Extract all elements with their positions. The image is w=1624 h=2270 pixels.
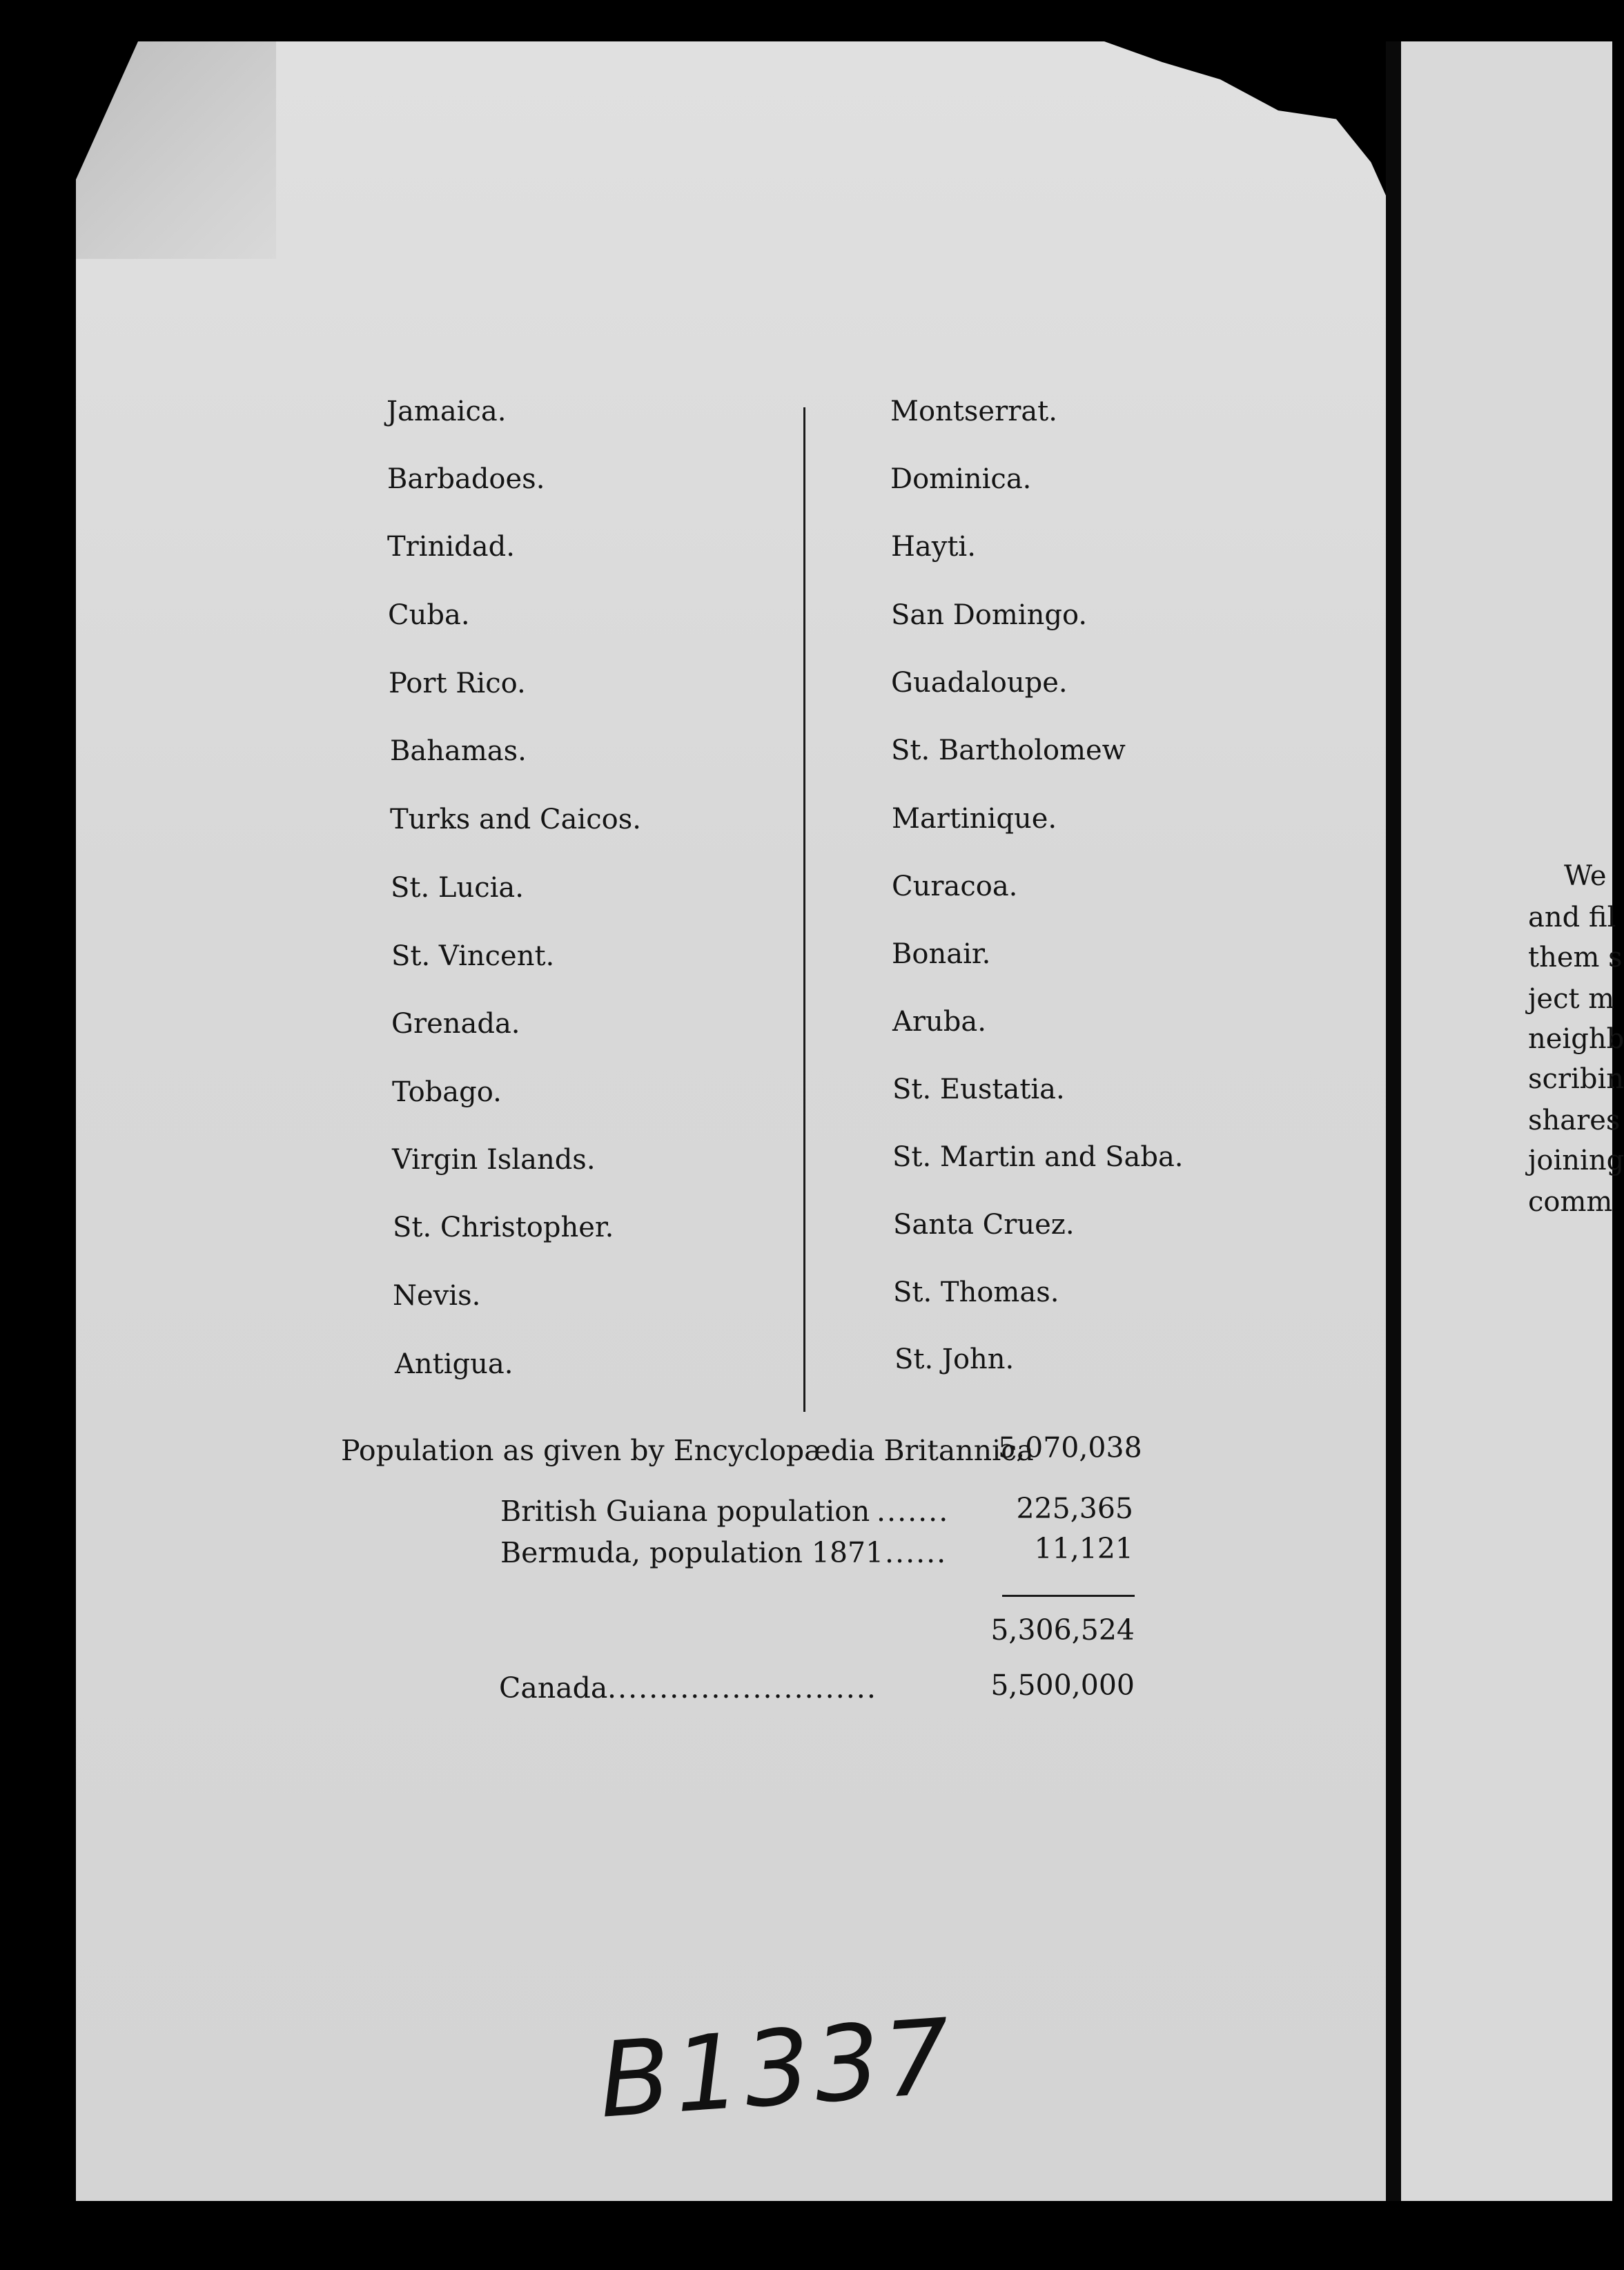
island-name: Cuba. xyxy=(388,599,470,631)
island-name: Bonair. xyxy=(892,938,991,970)
facing-page-line: joining xyxy=(1528,1145,1624,1176)
canada-population-value: 5,500,000 xyxy=(990,1669,1135,1702)
bermuda-population-label: Bermuda, population 1871 xyxy=(500,1536,884,1569)
island-name: St. Eustatia. xyxy=(892,1074,1065,1105)
island-name: St. Thomas. xyxy=(893,1277,1059,1308)
facing-page-line: and fil xyxy=(1528,902,1616,933)
island-name: Antigua. xyxy=(395,1348,513,1380)
facing-page-line: neighb xyxy=(1528,1023,1624,1055)
sum-rule xyxy=(1002,1595,1135,1597)
corner-notch xyxy=(76,41,138,180)
island-name: St. Vincent. xyxy=(391,940,555,972)
island-name: Nevis. xyxy=(393,1280,481,1312)
guiana-population-label: British Guiana population xyxy=(500,1495,870,1528)
column-divider-line xyxy=(803,407,805,1412)
island-name: Guadaloupe. xyxy=(891,667,1068,699)
island-name: Dominica. xyxy=(890,463,1032,495)
facing-page-line: them s xyxy=(1528,942,1623,973)
island-name: St. Christopher. xyxy=(393,1212,614,1243)
island-name: Turks and Caicos. xyxy=(390,804,641,835)
island-name: St. John. xyxy=(894,1343,1015,1375)
island-name: St. Bartholomew xyxy=(891,735,1126,766)
island-name: Hayti. xyxy=(891,531,976,563)
guiana-population-value: 225,365 xyxy=(1016,1492,1133,1525)
britannica-population-value: 5,070,038 xyxy=(998,1431,1142,1464)
canada-population-label: Canada xyxy=(499,1671,608,1705)
document-page xyxy=(76,41,1386,2201)
island-name: Martinique. xyxy=(892,803,1057,835)
bermuda-population-value: 11,121 xyxy=(1034,1532,1133,1565)
island-name: San Domingo. xyxy=(891,599,1088,631)
island-name: Virgin Islands. xyxy=(392,1144,596,1176)
island-name: Port Rico. xyxy=(389,668,526,699)
facing-page-line: ject m xyxy=(1528,983,1615,1015)
island-name: Jamaica. xyxy=(387,396,507,427)
facing-page-line: shares xyxy=(1528,1105,1621,1136)
facing-page-line: comm xyxy=(1528,1186,1613,1218)
island-name: Trinidad. xyxy=(387,531,515,563)
handwritten-catalog-mark: B1337 xyxy=(595,1997,959,2142)
britannica-population-label: Population as given by Encyclopædia Britannica xyxy=(341,1434,1034,1467)
island-name: Barbadoes. xyxy=(387,463,545,495)
island-name: Curacoa. xyxy=(892,871,1018,902)
island-name: Grenada. xyxy=(391,1008,520,1040)
island-name: Montserrat. xyxy=(890,396,1057,427)
island-name: St. Martin and Saba. xyxy=(892,1141,1184,1173)
facing-page-line: scribin xyxy=(1528,1063,1624,1095)
island-name: Bahamas. xyxy=(390,735,527,767)
total-population-value: 5,306,524 xyxy=(990,1613,1135,1647)
island-name: Aruba. xyxy=(892,1006,986,1038)
island-name: Santa Cruez. xyxy=(893,1209,1075,1241)
island-name: St. Lucia. xyxy=(391,872,524,904)
page-gutter xyxy=(1386,41,1401,2201)
island-name: Tobago. xyxy=(392,1076,502,1108)
facing-page-line: We xyxy=(1564,860,1607,892)
